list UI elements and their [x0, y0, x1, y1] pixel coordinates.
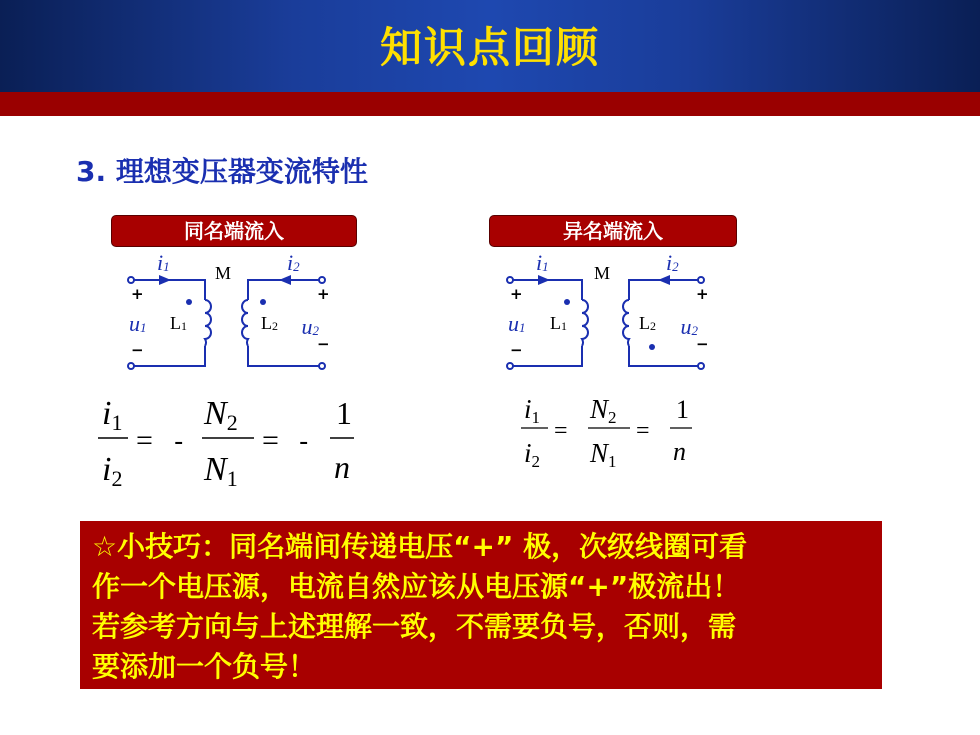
- formula-equals-1: =: [136, 424, 153, 457]
- minus-sign-left: −: [510, 341, 523, 359]
- inductor-l2-label: L2: [639, 313, 656, 333]
- page-title: 知识点回顾: [379, 23, 600, 72]
- voltage-u2-label: u2: [680, 314, 698, 339]
- formula-opposite-end: [518, 392, 698, 472]
- tip-line: 作一个电压源，电流自然应该从电压源“+”极流出！: [92, 570, 741, 603]
- formula-equals-1: =: [554, 418, 568, 444]
- formula-den-n: n: [673, 437, 686, 466]
- tip-line: 要添加一个负号！: [92, 650, 317, 683]
- current-i1-label: i1: [536, 250, 549, 275]
- plus-sign-left: +: [131, 285, 144, 303]
- circuit-label-opposite-end: 异名端流入: [489, 215, 737, 247]
- formula-equals-2: =: [636, 418, 650, 444]
- inductor-l2-label: L2: [261, 313, 278, 333]
- mutual-inductance-label: M: [215, 263, 232, 283]
- formula-num-n2: N2: [590, 394, 617, 427]
- circuit-label-same-end: 同名端流入: [111, 215, 357, 247]
- plus-sign-right: +: [317, 285, 330, 303]
- inductor-l1-label: L1: [170, 313, 187, 333]
- formula-num-n2: N2: [204, 395, 238, 435]
- formula-neg-1: -: [174, 427, 184, 457]
- formula-num-one: 1: [336, 395, 352, 431]
- formula-den-n: n: [334, 449, 350, 485]
- minus-sign-right: −: [317, 335, 330, 353]
- tip-line: ☆小技巧：同名端间传递电压“+” 极，次级线圈可看: [92, 530, 748, 563]
- formula-den-n1: N1: [204, 451, 238, 491]
- mutual-inductance-label: M: [594, 263, 611, 283]
- plus-sign-left: +: [510, 285, 523, 303]
- formula-neg-2: -: [299, 427, 309, 457]
- section-title: 3. 理想变压器变流特性: [76, 155, 368, 188]
- current-i1-label: i1: [157, 250, 170, 275]
- current-i2-label: i2: [666, 250, 679, 275]
- minus-sign-left: −: [131, 341, 144, 359]
- circuit-diagram-opposite-end: [494, 248, 734, 378]
- voltage-u1-label: u1: [129, 311, 147, 336]
- formula-equals-2: =: [262, 424, 279, 457]
- formula-num-i1: i1: [524, 394, 541, 427]
- formula-same-end: [96, 392, 366, 492]
- tip-line: 若参考方向与上述理解一致，不需要负号，否则，需: [92, 610, 737, 643]
- formula-den-n1: N1: [590, 438, 617, 471]
- voltage-u1-label: u1: [508, 311, 526, 336]
- tip-text: [92, 527, 882, 687]
- circuit-diagram-same-end: [115, 248, 355, 378]
- formula-den-i2: i2: [524, 438, 541, 471]
- voltage-u2-label: u2: [301, 314, 319, 339]
- minus-sign-right: −: [696, 335, 709, 353]
- formula-num-i1: i1: [102, 395, 123, 435]
- inductor-l1-label: L1: [550, 313, 567, 333]
- plus-sign-right: +: [696, 285, 709, 303]
- current-i2-label: i2: [287, 250, 300, 275]
- formula-num-one: 1: [676, 395, 689, 424]
- formula-den-i2: i2: [102, 451, 123, 491]
- header-accent-bar: [0, 92, 980, 116]
